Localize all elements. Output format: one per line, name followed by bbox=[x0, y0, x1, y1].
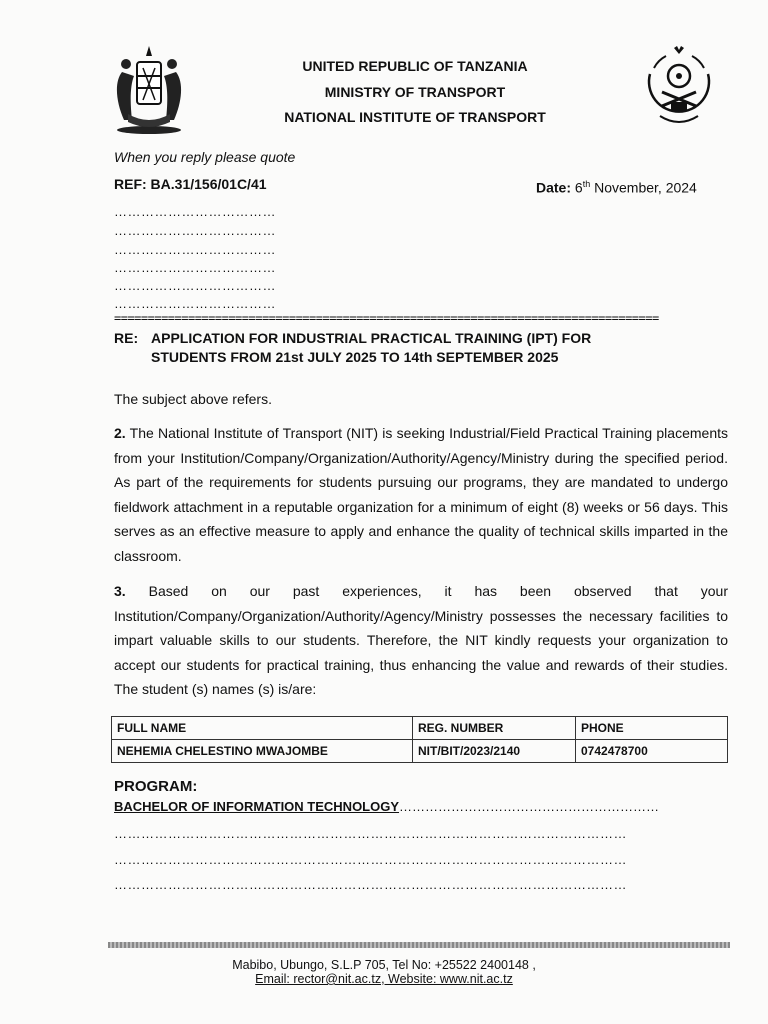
subject-prefix: RE: bbox=[114, 330, 139, 346]
subject-line-1: APPLICATION FOR INDUSTRIAL PRACTICAL TRAINING (IPT) FOR bbox=[151, 330, 592, 346]
address-line: ……………………………… bbox=[114, 296, 276, 311]
table-header-row bbox=[112, 717, 728, 740]
students-table bbox=[111, 716, 728, 763]
student-reg-number: NIT/BIT/2023/2140 bbox=[413, 740, 576, 763]
paragraph-3 bbox=[114, 579, 728, 702]
header-reg-number: REG. NUMBER bbox=[413, 717, 576, 740]
tanzania-coat-of-arms-icon bbox=[108, 42, 190, 134]
student-phone: 0742478700 bbox=[576, 740, 728, 763]
program-blank-line: …………………………………………………………………………………………………… bbox=[114, 877, 627, 892]
intro-text: The subject above refers. bbox=[114, 391, 272, 407]
address-line: ……………………………… bbox=[114, 278, 276, 293]
program-blank-line: …………………………………………………………………………………………………… bbox=[114, 852, 627, 867]
table-row bbox=[112, 740, 728, 763]
paragraph-2 bbox=[114, 421, 728, 568]
program-dots: …………………………………………………… bbox=[399, 799, 660, 814]
date-rest: November, 2024 bbox=[594, 179, 697, 196]
footer-contact-link[interactable]: Email: rector@nit.ac.tz, Website: www.nit.ac.tz bbox=[255, 972, 513, 986]
letter-date bbox=[536, 179, 697, 196]
paragraph-2-text: The National Institute of Transport (NIT) is seeking Industrial/Field Practical Training placements from your Institution/Company/Organization/Authority/Agency/Ministry during the specified period. As part of the requirements for students pursuing our programs, they are mandated to undergo fieldwork attachment in a reputable organization for a minimum of eight (8) weeks or 56 days. This serves as an effective measure to apply and enhance the quality of technical skills imparted in the classroom. bbox=[114, 425, 728, 564]
address-line: ……………………………… bbox=[114, 204, 276, 219]
reference-number: REF: BA.31/156/01C/41 bbox=[114, 176, 267, 192]
program-value bbox=[114, 799, 659, 814]
student-name: NEHEMIA CHELESTINO MWAJOMBE bbox=[112, 740, 413, 763]
paragraph-3-number: 3. bbox=[114, 583, 126, 599]
date-suffix: th bbox=[582, 179, 591, 189]
footer-divider bbox=[108, 942, 730, 948]
date-day: 6 bbox=[574, 179, 583, 196]
paragraph-2-number: 2. bbox=[114, 425, 126, 441]
program-name: BACHELOR OF INFORMATION TECHNOLOGY bbox=[114, 799, 400, 814]
program-label: PROGRAM: bbox=[114, 778, 198, 795]
footer-address: Mabibo, Ubungo, S.L.P 705, Tel No: +25522 2400148 , bbox=[232, 958, 536, 972]
reply-quote: When you reply please quote bbox=[114, 149, 296, 165]
header-institute: NATIONAL INSTITUTE OF TRANSPORT bbox=[284, 109, 546, 125]
paragraph-3-text: Based on our past experiences, it has been observed that your Institution/Company/Organization/Authority/Agency/Ministry possesses the necessary facilities to impart valuable skills to our students. Therefore, the NIT kindly requests your organization to accept our students for practical training, thus enhancing the value and rewards of their studies. The student (s) names (s) is/are: bbox=[114, 583, 728, 697]
address-line: ……………………………… bbox=[114, 260, 276, 275]
subject-line-2: STUDENTS FROM 21st JULY 2025 TO 14th SEPTEMBER 2025 bbox=[151, 349, 559, 365]
program-blank-line: …………………………………………………………………………………………………… bbox=[114, 826, 627, 841]
header-phone: PHONE bbox=[576, 717, 728, 740]
header-country: UNITED REPUBLIC OF TANZANIA bbox=[302, 58, 528, 74]
date-label: Date: bbox=[536, 179, 572, 196]
address-line: ……………………………… bbox=[114, 242, 276, 257]
separator-line: ================================================================================= bbox=[114, 312, 659, 324]
header-ministry: MINISTRY OF TRANSPORT bbox=[324, 84, 506, 100]
nit-logo-icon bbox=[640, 44, 718, 134]
header-full-name: FULL NAME bbox=[112, 717, 413, 740]
address-line: ……………………………… bbox=[114, 223, 276, 238]
